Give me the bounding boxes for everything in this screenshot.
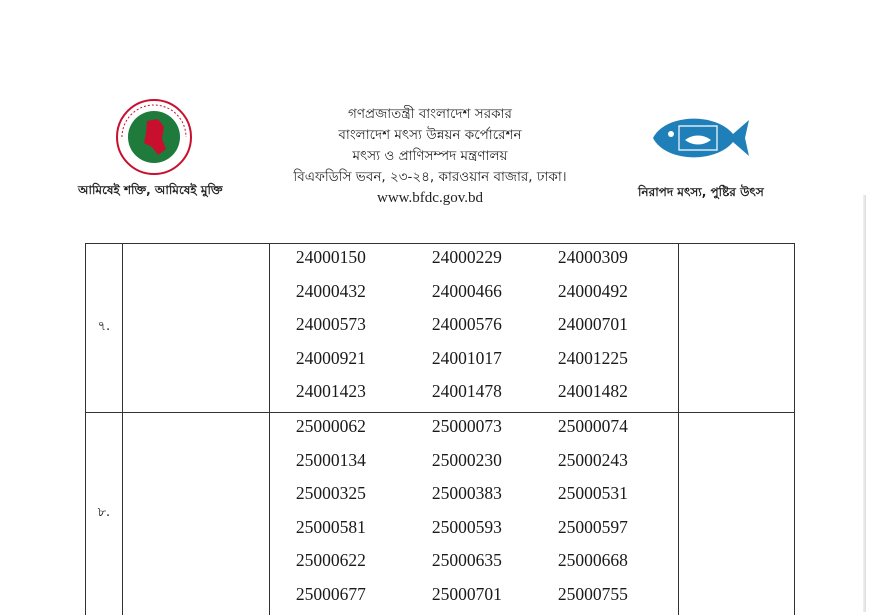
roll-numbers-cell (269, 244, 678, 413)
roll-number: 24001017 (431, 347, 502, 368)
roll-number: 25000622 (295, 550, 366, 571)
roll-number: 24001225 (557, 347, 628, 368)
header-line-ministry: মৎস্য ও প্রাণিসম্পদ মন্ত্রণালয় (352, 148, 508, 164)
roll-number: 25000325 (295, 483, 366, 504)
serial-cell: ৮. (86, 412, 123, 614)
roll-number: 24000309 (557, 247, 628, 267)
roll-number: 24000432 (295, 280, 366, 301)
roll-number: 24000921 (295, 347, 366, 368)
roll-numbers-cell (269, 412, 678, 614)
header-line-corporation: বাংলাদেশ মৎস্য উন্নয়ন কর্পোরেশন (338, 127, 522, 143)
roll-number: 25000230 (431, 449, 502, 470)
roll-number: 25000383 (431, 483, 502, 504)
roll-number: 25000668 (557, 550, 628, 571)
left-motto: আমিষেই শক্তি, আমিষেই মুক্তি (78, 183, 223, 197)
header-line-address: বিএফডিসি ভবন, ২৩-২৪, কারওয়ান বাজার, ঢাকা। (293, 169, 567, 185)
roll-number: 24000573 (295, 314, 366, 335)
name-cell (122, 412, 269, 614)
roll-number: 24000576 (431, 314, 502, 335)
roll-number: 24000466 (431, 280, 502, 301)
government-seal-icon (114, 97, 194, 177)
letterhead (280, 104, 580, 209)
roll-number: 24000492 (557, 280, 628, 301)
serial-cell: ৭. (86, 244, 123, 413)
roll-number: 24000150 (295, 247, 366, 267)
header-website: www.bfdc.gov.bd (377, 190, 483, 206)
roll-number: 24001478 (431, 381, 502, 402)
roll-number: 25000635 (431, 550, 502, 571)
roll-number: 25000581 (295, 516, 366, 537)
roll-number: 25000531 (557, 483, 628, 504)
roll-number: 25000597 (557, 516, 628, 537)
roll-number: 24001482 (557, 381, 628, 402)
roll-number: 24000701 (557, 314, 628, 335)
roll-number: 25000755 (557, 583, 628, 604)
header-line-government: গণপ্রজাতন্ত্রী বাংলাদেশ সরকার (348, 106, 512, 122)
roll-number: 25000073 (431, 415, 502, 436)
roll-number: 25000062 (295, 415, 366, 436)
roll-number: 24000229 (431, 247, 502, 267)
remarks-cell (678, 244, 794, 413)
page-edge-shadow (863, 195, 866, 612)
table-row (86, 412, 795, 614)
roll-number: 24001423 (295, 381, 366, 402)
results-table (85, 243, 795, 615)
roll-number: 25000243 (557, 449, 628, 470)
bfdc-fish-logo-icon (645, 108, 755, 168)
roll-number: 25000134 (295, 449, 366, 470)
remarks-cell (678, 412, 794, 614)
roll-number: 25000677 (295, 583, 366, 604)
table-row (86, 244, 795, 413)
name-cell (122, 244, 269, 413)
roll-number: 25000593 (431, 516, 502, 537)
right-motto: নিরাপদ মৎস্য, পুষ্টির উৎস (638, 185, 764, 199)
roll-number: 25000074 (557, 415, 628, 436)
roll-number: 25000701 (431, 583, 502, 604)
